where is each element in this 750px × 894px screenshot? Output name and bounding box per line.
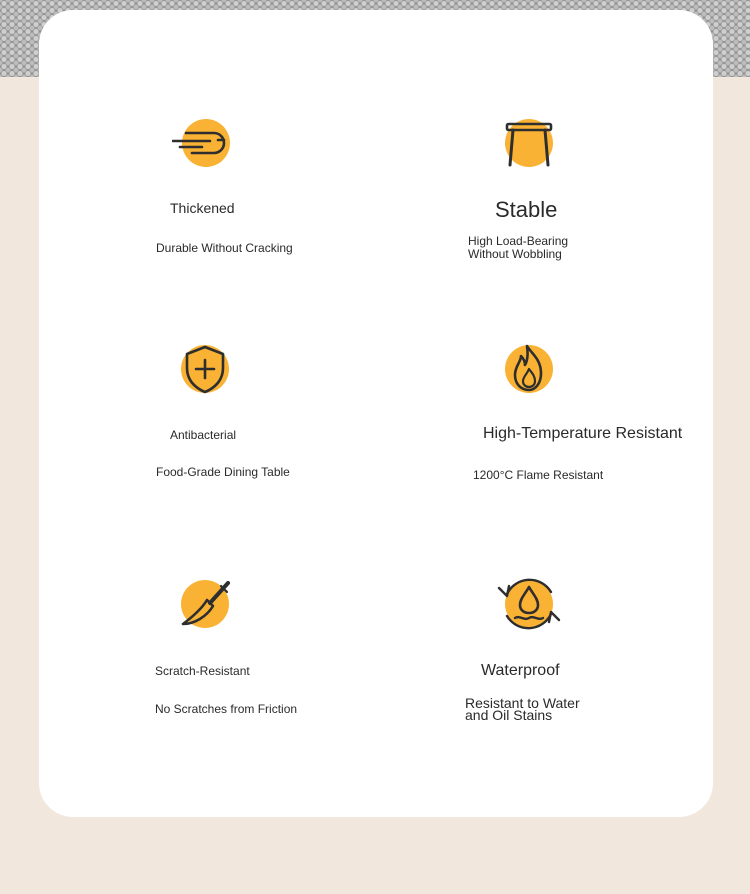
feature-desc-high-temperature: 1200°C Flame Resistant bbox=[473, 468, 604, 482]
feature-title-waterproof: Waterproof bbox=[481, 662, 560, 679]
feature-desc-thickened: Durable Without Cracking bbox=[156, 241, 293, 255]
feature-desc-scratch-resistant: No Scratches from Friction bbox=[155, 702, 298, 716]
feature-title-stable: Stable bbox=[495, 197, 558, 222]
speed-lines-icon bbox=[172, 111, 236, 175]
water-drop-icon bbox=[497, 572, 561, 636]
stool-icon bbox=[497, 111, 561, 175]
feature-desc-waterproof: Resistant to Water and Oil Stains bbox=[465, 695, 580, 723]
knife-icon bbox=[173, 572, 237, 636]
features-card bbox=[39, 10, 713, 817]
feature-title-antibacterial: Antibacterial bbox=[170, 428, 237, 442]
feature-desc-antibacterial: Food-Grade Dining Table bbox=[156, 465, 290, 479]
shield-plus-icon bbox=[173, 337, 237, 401]
feature-title-thickened: Thickened bbox=[170, 200, 235, 216]
feature-desc-stable: High Load-Bearing Without Wobbling bbox=[468, 234, 569, 261]
feature-title-scratch-resistant: Scratch-Resistant bbox=[155, 664, 250, 678]
feature-title-high-temperature: High-Temperature Resistant bbox=[483, 425, 683, 442]
flame-icon bbox=[497, 337, 561, 401]
